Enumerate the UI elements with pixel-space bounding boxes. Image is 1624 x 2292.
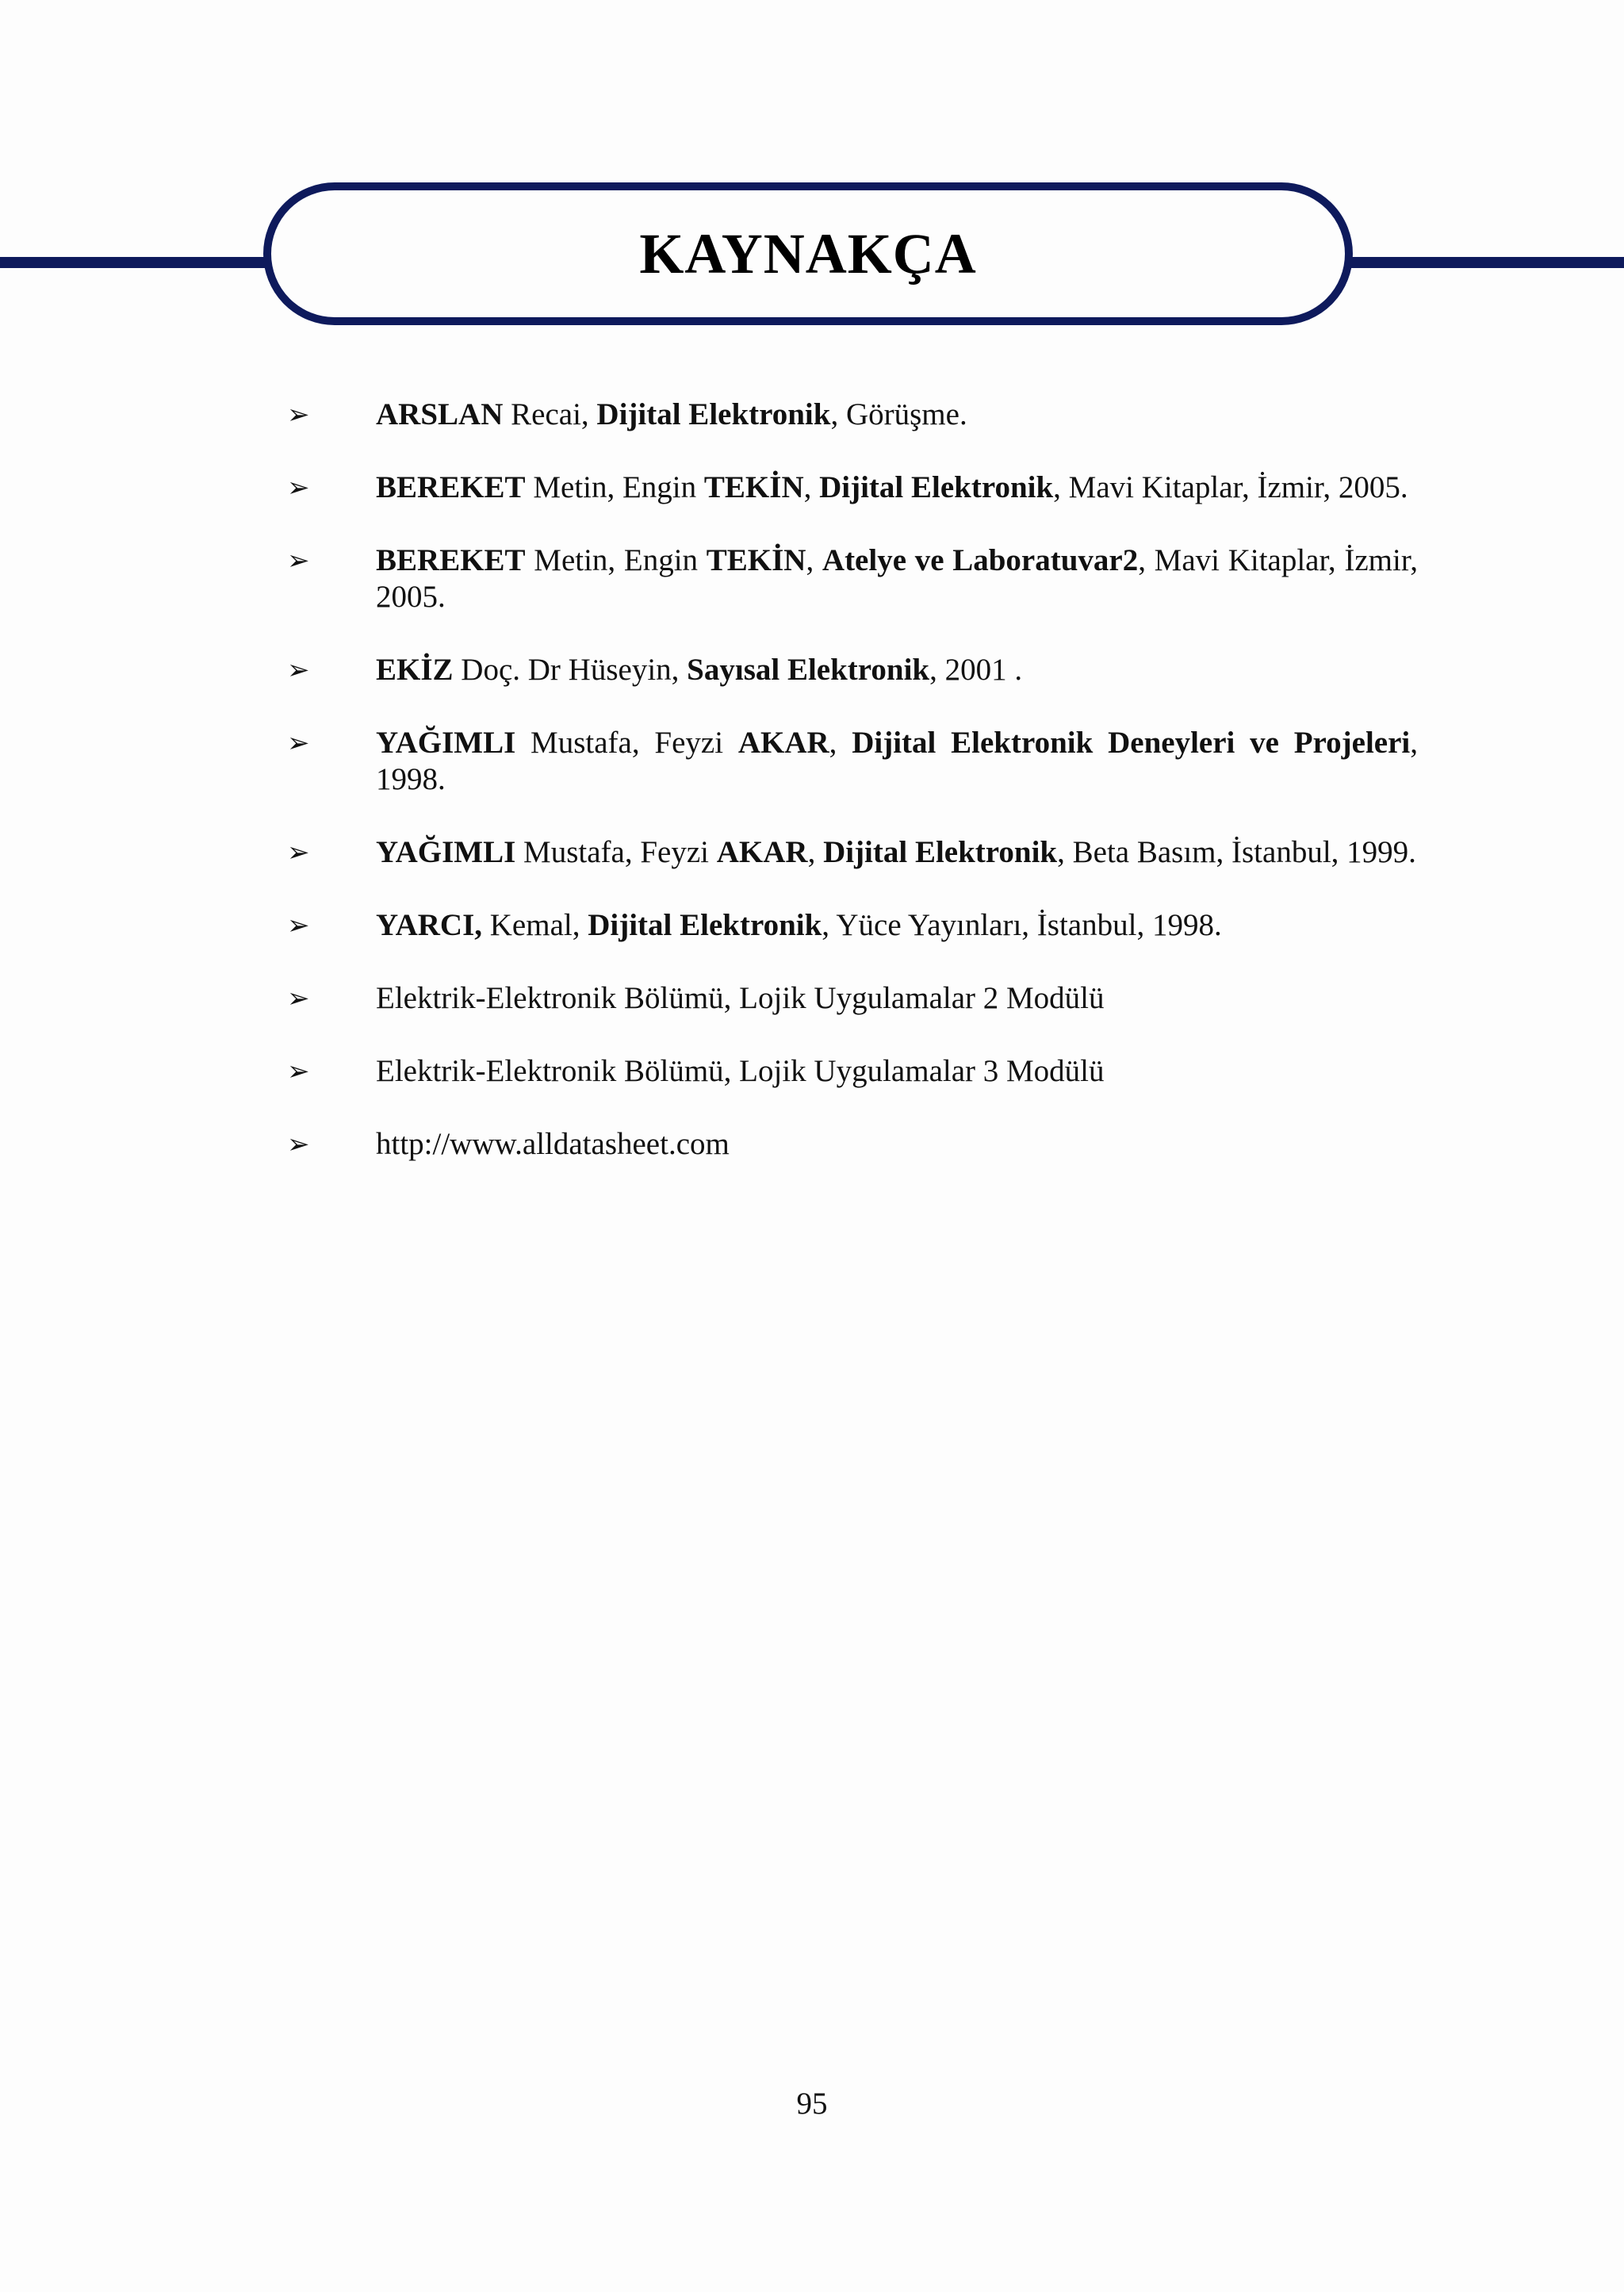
reference-bold-text: Dijital Elektronik bbox=[819, 470, 1054, 504]
arrowhead-bullet-icon: ➢ bbox=[287, 1129, 310, 1160]
reference-bold-text: Dijital Elektronik Deneyleri ve Projeleri bbox=[852, 726, 1411, 760]
reference-text: , Yüce Yayınları, İstanbul, 1998. bbox=[822, 908, 1222, 942]
reference-text: Mustafa, Feyzi bbox=[515, 835, 717, 869]
page-title: KAYNAKÇA bbox=[639, 221, 977, 286]
reference-text: , bbox=[807, 835, 824, 869]
reference-text: Kemal, bbox=[482, 908, 588, 942]
reference-bold-text: YARCI, bbox=[376, 908, 483, 942]
arrowhead-bullet-icon: ➢ bbox=[287, 545, 310, 577]
reference-item bbox=[287, 834, 1418, 871]
reference-bold-text: Dijital Elektronik bbox=[823, 835, 1058, 869]
reference-text: http://www.alldatasheet.com bbox=[376, 1127, 730, 1161]
reference-item bbox=[287, 725, 1419, 798]
reference-item bbox=[287, 980, 1418, 1017]
reference-text: Metin, Engin bbox=[525, 543, 707, 577]
arrowhead-bullet-icon: ➢ bbox=[287, 1056, 310, 1087]
reference-text: , 1998. bbox=[376, 726, 1419, 796]
reference-item bbox=[287, 542, 1419, 615]
reference-text: , Görüşme. bbox=[830, 397, 967, 431]
reference-text: , bbox=[803, 470, 820, 504]
banner-line-left bbox=[0, 257, 276, 268]
reference-text: , 2001 . bbox=[929, 653, 1023, 687]
reference-item bbox=[287, 1126, 1418, 1163]
reference-text: , bbox=[806, 543, 822, 577]
reference-bold-text: AKAR bbox=[737, 726, 829, 760]
reference-text: Elektrik-Elektronik Bölümü, Lojik Uygulamalar 3 Modülü bbox=[376, 1054, 1105, 1088]
reference-item bbox=[287, 397, 1418, 433]
reference-text: Metin, Engin bbox=[525, 470, 704, 504]
arrowhead-bullet-icon: ➢ bbox=[287, 399, 310, 431]
page-number: 95 bbox=[796, 2087, 828, 2121]
reference-item bbox=[287, 470, 1418, 506]
reference-text: , Mavi Kitaplar, İzmir, 2005. bbox=[1053, 470, 1408, 504]
reference-text: Mustafa, Feyzi bbox=[515, 726, 738, 760]
arrowhead-bullet-icon: ➢ bbox=[287, 472, 310, 504]
reference-item bbox=[287, 907, 1418, 944]
arrowhead-bullet-icon: ➢ bbox=[287, 910, 310, 941]
reference-list bbox=[0, 397, 1624, 1199]
reference-item bbox=[287, 652, 1418, 688]
reference-bold-text: Dijital Elektronik bbox=[596, 397, 831, 431]
reference-bold-text: YAĞIMLI bbox=[376, 835, 516, 869]
reference-bold-text: Sayısal Elektronik bbox=[687, 653, 930, 687]
reference-text: Recai, bbox=[503, 397, 597, 431]
banner-line-right bbox=[1348, 257, 1624, 268]
reference-text: Elektrik-Elektronik Bölümü, Lojik Uygulamalar 2 Modülü bbox=[376, 981, 1105, 1015]
reference-text: Doç. Dr Hüseyin, bbox=[453, 653, 688, 687]
reference-bold-text: BEREKET bbox=[376, 543, 526, 577]
reference-text: , Beta Basım, İstanbul, 1999. bbox=[1057, 835, 1416, 869]
reference-bold-text: BEREKET bbox=[376, 470, 526, 504]
reference-bold-text: TEKİN bbox=[703, 470, 804, 504]
reference-bold-text: AKAR bbox=[716, 835, 808, 869]
reference-text: , bbox=[829, 726, 852, 760]
reference-bold-text: TEKİN bbox=[706, 543, 806, 577]
title-banner bbox=[0, 178, 1624, 336]
reference-text: , Mavi Kitaplar, İzmir, 2005. bbox=[376, 543, 1419, 614]
reference-item bbox=[287, 1053, 1418, 1090]
reference-bold-text: Atelye ve Laboratuvar2 bbox=[822, 543, 1139, 577]
title-frame bbox=[263, 182, 1353, 325]
arrowhead-bullet-icon: ➢ bbox=[287, 983, 310, 1014]
reference-bold-text: YAĞIMLI bbox=[376, 726, 516, 760]
arrowhead-bullet-icon: ➢ bbox=[287, 654, 310, 686]
arrowhead-bullet-icon: ➢ bbox=[287, 837, 310, 868]
reference-bold-text: ARSLAN bbox=[376, 397, 504, 431]
reference-bold-text: EKİZ bbox=[376, 653, 454, 687]
arrowhead-bullet-icon: ➢ bbox=[287, 727, 310, 759]
reference-bold-text: Dijital Elektronik bbox=[588, 908, 822, 942]
